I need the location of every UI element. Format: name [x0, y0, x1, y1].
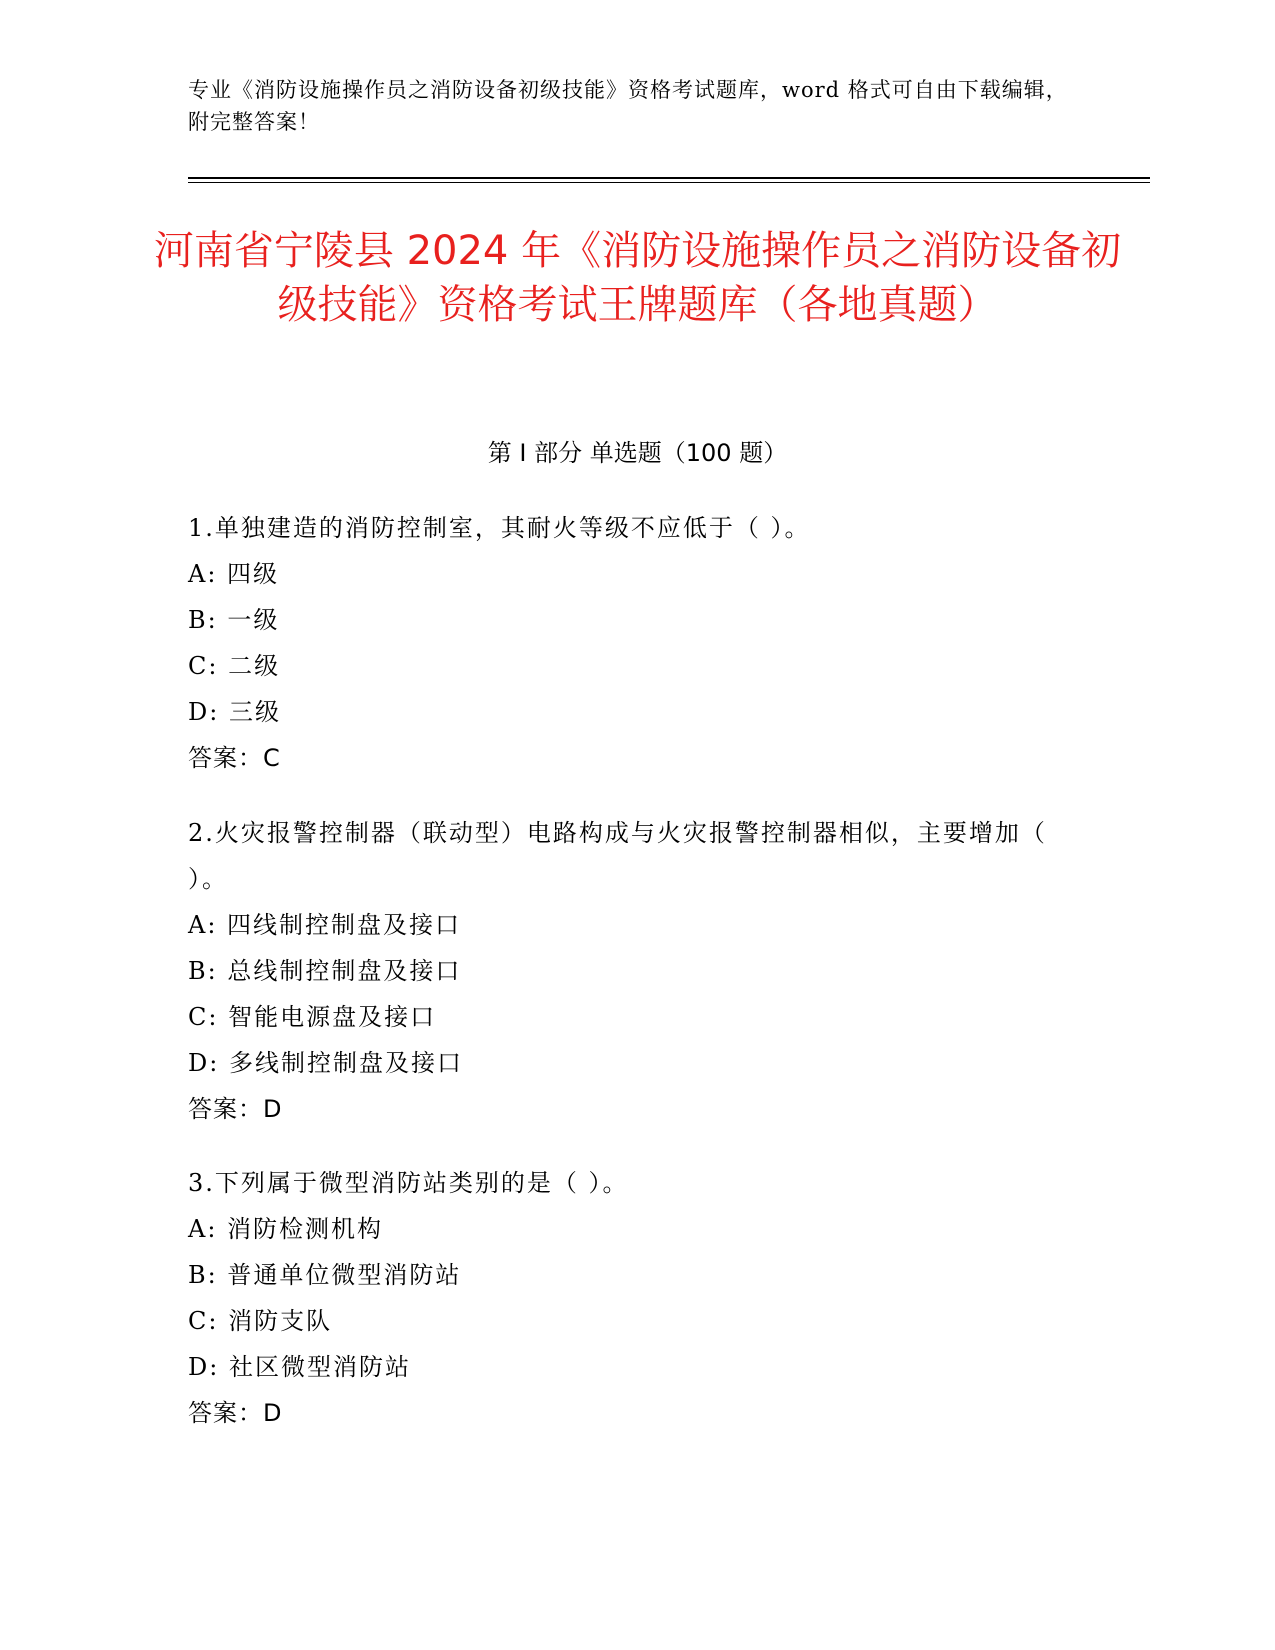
option-c: C: 消防支队 — [188, 1307, 333, 1335]
option-d: D: 三级 — [188, 698, 281, 726]
question-3 — [188, 1160, 1088, 1436]
option-d: D: 社区微型消防站 — [188, 1353, 411, 1381]
option-c: C: 二级 — [188, 652, 281, 680]
question-2 — [188, 810, 1088, 1132]
question-stem: 3.下列属于微型消防站类别的是（ ）。 — [188, 1169, 629, 1197]
option-b: B: 总线制控制盘及接口 — [188, 957, 462, 985]
answer: 答案：D — [188, 1095, 283, 1123]
option-b: B: 普通单位微型消防站 — [188, 1261, 462, 1289]
question-stem: 2.火灾报警控制器（联动型）电路构成与火灾报警控制器相似，主要增加（ ）。 — [188, 819, 1047, 893]
document-title: 河南省宁陵县 2024 年《消防设施操作员之消防设备初级技能》资格考试王牌题库（各地真题） — [153, 228, 1122, 328]
option-b: B: 一级 — [188, 606, 280, 634]
answer: 答案：D — [188, 1399, 283, 1427]
option-a: A: 四线制控制盘及接口 — [188, 911, 462, 939]
header-divider-thin — [188, 182, 1150, 183]
header-divider — [188, 177, 1150, 179]
answer: 答案：C — [188, 744, 281, 772]
question-stem: 1.单独建造的消防控制室，其耐火等级不应低于（ ）。 — [188, 514, 811, 542]
option-d: D: 多线制控制盘及接口 — [188, 1049, 463, 1077]
section-heading: 第 I 部分 单选题（100 题） — [487, 439, 788, 467]
option-a: A: 消防检测机构 — [188, 1215, 384, 1243]
question-1 — [188, 505, 1088, 781]
option-a: A: 四级 — [188, 560, 280, 588]
option-c: C: 智能电源盘及接口 — [188, 1003, 437, 1031]
header-note: 专业《消防设施操作员之消防设备初级技能》资格考试题库，word 格式可自由下载编辑，附完整答案！ — [188, 78, 1068, 134]
